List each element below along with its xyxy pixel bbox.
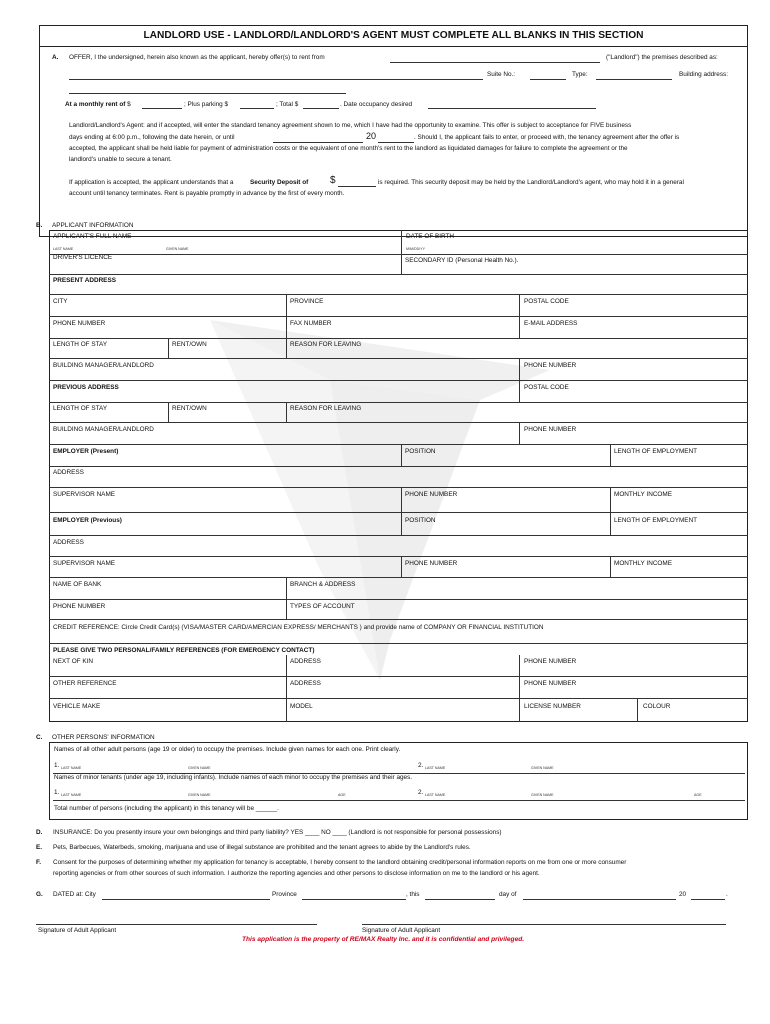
prev-supervisor-phone-label: PHONE NUMBER: [405, 560, 458, 567]
deposit-dollar: $: [330, 175, 336, 186]
suite-label: Suite No.:: [487, 71, 516, 78]
dated-this-label: , this: [406, 891, 420, 898]
row-line: [49, 444, 748, 445]
total-label: ; Total $: [276, 101, 299, 108]
minor-2-number: 2.: [418, 789, 424, 796]
minors-instructions: Names of minor tenants (under age 19, including infants). Include names of each minor to occupy the premises and their ages.: [54, 774, 413, 781]
acceptance-year-field[interactable]: [378, 142, 414, 143]
col-line: [286, 577, 287, 619]
consent-text-1: Consent for the purposes of determining whether my application for tenancy is acceptable, I hereby consent to the landlord obtaining credit/personal information reports on me from one or more consumer: [53, 859, 627, 866]
deposit-text-b: Security Deposit of: [250, 179, 309, 186]
building-manager-label: BUILDING MANAGER/LANDLORD: [53, 362, 154, 369]
row-line: [49, 619, 748, 620]
signature-label-1: Signature of Adult Applicant: [38, 927, 117, 934]
col-line: [401, 556, 402, 577]
section-c-letter: C.: [36, 734, 43, 741]
postal-label: POSTAL CODE: [524, 298, 569, 305]
premises-field[interactable]: [69, 79, 483, 80]
col-line: [519, 655, 520, 722]
row-line: [49, 487, 748, 488]
length-employment-label: LENGTH OF EMPLOYMENT: [614, 448, 698, 455]
minor-1-given-hint: GIVEN NAME: [188, 793, 211, 797]
row-line: [49, 643, 748, 644]
kin-address-label: ADDRESS: [290, 658, 321, 665]
adult-1-given-hint: GIVEN NAME: [188, 766, 211, 770]
bank-label: NAME OF BANK: [53, 581, 102, 588]
parking-label: ; Plus parking $: [184, 101, 229, 108]
security-deposit-field[interactable]: [338, 186, 376, 187]
prev-supervisor-label: SUPERVISOR NAME: [53, 560, 116, 567]
city-label: CITY: [53, 298, 68, 305]
deposit-text-d: account until tenancy terminates. Rent is payable promptly in advance by the first of every month.: [69, 190, 345, 197]
landlord-label: ("Landlord") the premises described as:: [606, 54, 718, 61]
dated-month-field[interactable]: [523, 899, 676, 900]
row-line: [49, 338, 748, 339]
minor-2-age-hint: AGE: [694, 793, 702, 797]
secondary-id-label: SECONDARY ID (Personal Health No.).: [405, 257, 519, 264]
dated-day-of-label: day of: [499, 891, 517, 898]
adult-2-number: 2.: [418, 762, 424, 769]
col-line: [168, 402, 169, 422]
acceptance-date-field[interactable]: [273, 142, 363, 143]
agent-paragraph-1: Landlord/Landlord's Agent: and if accepted, will enter the standard tenancy agreement shown to me, which I have had the opportunity to examine. This offer is subject to acceptance for FIVE business: [69, 122, 632, 129]
prev-employer-address-label: ADDRESS: [53, 539, 84, 546]
dated-province-field[interactable]: [302, 899, 406, 900]
consent-text-2: reporting agencies or from other sources of such information. I authorize the reporting agencies and other persons to disclose information on me to the landlord or his agent.: [53, 870, 540, 877]
references-heading: PLEASE GIVE TWO PERSONAL/FAMILY REFERENCES (FOR EMERGENCY CONTACT): [53, 647, 315, 654]
pets-text: Pets, Barbecues, Waterbeds, smoking, marijuana and use of illegal substance are prohibited and the tenant agrees to abide by the Landlord's rules.: [53, 844, 471, 851]
minor-2-given-hint: GIVEN NAME: [531, 793, 554, 797]
deposit-text-a: If application is accepted, the applicant understands that a: [69, 179, 234, 186]
minor-1-number: 1.: [54, 789, 60, 796]
col-line: [286, 655, 287, 722]
prev-length-employment-label: LENGTH OF EMPLOYMENT: [614, 517, 698, 524]
signature-line-1[interactable]: [36, 924, 317, 925]
vehicle-make-label: VEHICLE MAKE: [53, 703, 101, 710]
row-line: [49, 402, 748, 403]
dob-format-hint: M/M/DD/YY: [406, 247, 425, 251]
last-name-hint: LAST NAME: [53, 247, 74, 251]
parking-field[interactable]: [240, 108, 274, 109]
account-types-label: TYPES OF ACCOUNT: [290, 603, 355, 610]
minors-line[interactable]: [53, 800, 745, 801]
phone-label: PHONE NUMBER: [53, 320, 106, 327]
rent-monthly-text: At a monthly rent of: [65, 101, 126, 108]
adult-2-given-hint: GIVEN NAME: [531, 766, 554, 770]
agent-paragraph-3: accepted, the applicant shall be held liable for payment of administration costs or the equivalent of one month's rent to the landlord as liquidated damages for failure to complete the agreement or the: [69, 145, 628, 152]
minor-1-age-hint: AGE: [338, 793, 346, 797]
row-line: [49, 676, 748, 677]
agent-paragraph-2a: days ending at 6:00 p.m., following the date herein, or until: [69, 134, 235, 141]
dated-end: .: [726, 891, 728, 898]
row-line: [49, 698, 748, 699]
license-number-label: LICENSE NUMBER: [524, 703, 581, 710]
full-name-label: APPLICANT'S FULL NAME: [53, 233, 132, 240]
building-label: Building address:: [679, 71, 729, 78]
other-ref-address-label: ADDRESS: [290, 680, 321, 687]
deposit-text-c: is required. This security deposit may be held by the Landlord/Landlord's agent, who may hold it in a general: [378, 179, 684, 186]
supervisor-phone-label: PHONE NUMBER: [405, 491, 458, 498]
col-line: [401, 444, 402, 466]
rent-monthly-label: [65, 102, 131, 108]
adult-1-number: 1.: [54, 762, 60, 769]
licence-label: DRIVER'S LICENCE: [53, 254, 113, 261]
other-ref-phone-label: PHONE NUMBER: [524, 680, 577, 687]
bank-phone-label: PHONE NUMBER: [53, 603, 106, 610]
rent-own-label: RENT/OWN: [172, 341, 207, 348]
row-line: [49, 599, 748, 600]
agent-year-20: 20: [366, 131, 377, 141]
length-stay-label: LENGTH OF STAY: [53, 341, 108, 348]
row-line: [49, 556, 748, 557]
manager-phone-label: PHONE NUMBER: [524, 362, 577, 369]
prev-postal-label: POSTAL CODE: [524, 384, 569, 391]
other-reference-label: OTHER REFERENCE: [53, 680, 117, 687]
total-field[interactable]: [303, 108, 339, 109]
agent-paragraph-2b: . Should I, the applicant fails to enter, or proceed with, the tenancy agreement after the offer is: [414, 134, 680, 141]
prev-manager-phone-label: PHONE NUMBER: [524, 426, 577, 433]
col-line: [168, 338, 169, 358]
col-line: [401, 487, 402, 535]
employer-address-label: ADDRESS: [53, 469, 84, 476]
building-address-field[interactable]: [69, 93, 346, 94]
model-label: MODEL: [290, 703, 313, 710]
monthly-income-label: MONTHLY INCOME: [614, 491, 672, 498]
email-label: E-MAIL ADDRESS: [524, 320, 578, 327]
signature-label-2: Signature of Adult Applicant: [362, 927, 441, 934]
employer-present-label: EMPLOYER (Present): [53, 448, 119, 455]
signature-line-2[interactable]: [362, 924, 726, 925]
branch-label: BRANCH & ADDRESS: [290, 581, 356, 588]
row-line: [49, 380, 748, 381]
kin-phone-label: PHONE NUMBER: [524, 658, 577, 665]
col-line: [401, 230, 402, 274]
employer-previous-label: EMPLOYER (Previous): [53, 517, 122, 524]
adults-instructions: Names of all other adult persons (age 19 or older) to occupy the premises. Include given names for each one. Print clearly.: [54, 746, 401, 753]
province-label: PROVINCE: [290, 298, 324, 305]
row-line: [49, 274, 748, 275]
col-line: [286, 294, 287, 358]
title-divider: [39, 46, 748, 47]
dated-city-label: DATED at: City: [53, 891, 96, 898]
given-name-hint: GIVEN NAME: [166, 247, 189, 251]
col-line: [610, 487, 611, 535]
dated-year-field[interactable]: [691, 899, 725, 900]
col-line: [519, 294, 520, 338]
row-line: [49, 254, 748, 255]
landlord-name-field[interactable]: [390, 62, 600, 63]
row-line: [49, 535, 748, 536]
col-line: [610, 556, 611, 577]
minor-2-last-hint: LAST NAME: [425, 793, 446, 797]
section-e-letter: E.: [36, 844, 43, 851]
col-line: [519, 358, 520, 402]
section-b-letter: B.: [36, 222, 43, 229]
col-line: [610, 444, 611, 466]
insurance-text: INSURANCE: Do you presently insure your own belongings and third party liability? YES ____ NO ____ (Landlord is not responsible for personal possessions): [53, 829, 502, 836]
adult-1-last-hint: LAST NAME: [61, 766, 82, 770]
prev-monthly-income-label: MONTHLY INCOME: [614, 560, 672, 567]
next-kin-label: NEXT OF KIN: [53, 658, 94, 665]
position-label: POSITION: [405, 448, 436, 455]
adult-2-last-hint: LAST NAME: [425, 766, 446, 770]
dated-city-field[interactable]: [102, 899, 270, 900]
section-g-letter: G.: [36, 891, 43, 898]
form-title: LANDLORD USE - LANDLORD/LANDLORD'S AGENT MUST COMPLETE ALL BLANKS IN THIS SECTION: [143, 30, 644, 41]
row-line: [49, 577, 748, 578]
agent-paragraph-4: landlord's unable to secure a tenant.: [69, 156, 172, 163]
occupancy-label: . Date occupancy desired: [340, 101, 413, 108]
section-f-letter: F.: [36, 859, 41, 866]
dated-province-label: Province: [272, 891, 297, 898]
dated-year-label: 20: [679, 891, 687, 898]
monthly-rent-field[interactable]: [142, 108, 182, 109]
confidential-footer: This application is the property of RE/MAX Realty Inc. and it is confidential and privileged.: [242, 936, 525, 943]
previous-address-label: PREVIOUS ADDRESS: [53, 384, 119, 391]
supervisor-label: SUPERVISOR NAME: [53, 491, 116, 498]
total-persons: Total number of persons (including the applicant) in this tenancy will be ______.: [54, 805, 279, 812]
col-line: [637, 698, 638, 722]
col-line: [519, 422, 520, 444]
prev-reason-label: REASON FOR LEAVING: [290, 405, 362, 412]
type-label: Type:: [572, 71, 588, 78]
type-field[interactable]: [596, 79, 672, 80]
section-d-letter: D.: [36, 829, 43, 836]
credit-reference-label: CREDIT REFERENCE: Circle Credit Card(s) (VISA/MASTER CARD/AMERCIAN EXPRESS/ MERCHANTS ) and provide name of COMPANY OR FINANCIAL INSTITUTION: [53, 624, 544, 631]
prev-length-stay-label: LENGTH OF STAY: [53, 405, 108, 412]
offer-text: OFFER, I the undersigned, herein also known as the applicant, hereby offer(s) to rent from: [69, 54, 325, 61]
present-address-label: PRESENT ADDRESS: [53, 277, 116, 284]
prev-rent-own-label: RENT/OWN: [172, 405, 207, 412]
section-a-letter: A.: [52, 54, 59, 61]
row-line: [49, 316, 748, 317]
rent-dollar: $: [127, 101, 131, 108]
dob-label: DATE OF BIRTH: [406, 233, 455, 240]
row-line: [49, 358, 748, 359]
prev-building-manager-label: BUILDING MANAGER/LANDLORD: [53, 426, 154, 433]
dated-day-field[interactable]: [425, 899, 495, 900]
fax-label: FAX NUMBER: [290, 320, 332, 327]
minor-1-last-hint: LAST NAME: [61, 793, 82, 797]
suite-field[interactable]: [530, 79, 566, 80]
row-line: [49, 512, 748, 513]
row-line: [49, 294, 748, 295]
colour-label: COLOUR: [643, 703, 671, 710]
row-line: [49, 466, 748, 467]
occupancy-date-field[interactable]: [428, 108, 596, 109]
prev-position-label: POSITION: [405, 517, 436, 524]
section-b-heading: APPLICANT INFORMATION: [52, 222, 134, 229]
col-line: [286, 402, 287, 422]
reason-label: REASON FOR LEAVING: [290, 341, 362, 348]
row-line: [49, 422, 748, 423]
section-c-heading: OTHER PERSONS' INFORMATION: [52, 734, 155, 741]
